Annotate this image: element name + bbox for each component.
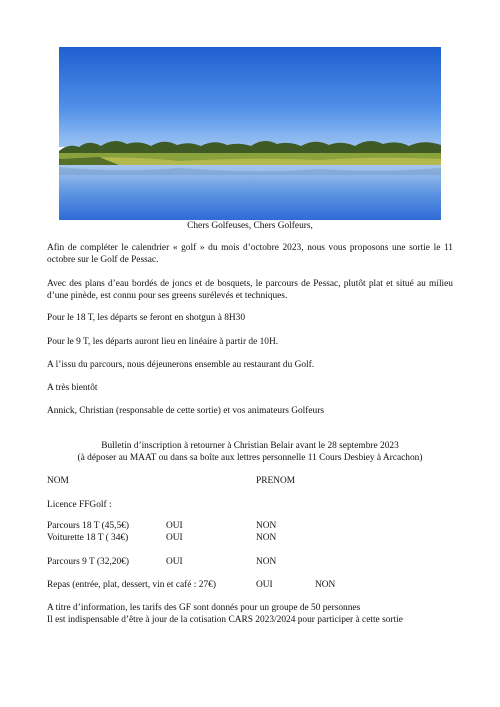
paragraph-18t: Pour le 18 T, les départs se feront en shotgun à 8H30 <box>47 313 246 323</box>
form-row-oui: OUI <box>166 533 183 543</box>
form-prenom-label: PRENOM <box>256 476 296 486</box>
footer-cotisation: Il est indispensable d’être à jour de la cotisation CARS 2023/2024 pour participer à cette sortie <box>47 615 403 625</box>
form-nom-label: NOM <box>47 476 69 486</box>
paragraph-bientot: A très bientôt <box>47 383 98 393</box>
paragraph-course: Avec des plans d’eau bordés de joncs et de bosquets, le parcours de Pessac, plutôt plat et situé au milieu d’une pinède, est connu pour ses greens surélevés et techniques. <box>47 279 453 301</box>
paragraph-9t: Pour le 9 T, les départs auront lieu en linéaire à partir de 10H. <box>47 337 279 347</box>
greeting: Chers Golfeuses, Chers Golfeurs, <box>187 221 313 231</box>
form-row-label: Parcours 18 T (45,5€) <box>47 521 129 531</box>
form-row-label: Parcours 9 T (32,20€) <box>47 557 129 567</box>
form-row-label: Repas (entrée, plat, dessert, vin et café : 27€) <box>47 580 216 590</box>
form-licence-label: Licence FFGolf : <box>47 500 112 510</box>
form-row-non: NON <box>256 521 277 531</box>
form-row-oui: OUI <box>256 580 273 590</box>
bulletin-line-2: (à déposer au MAAT ou dans sa boîte aux lettres personnelle 11 Cours Desbiey à Arcachon) <box>77 453 423 463</box>
form-row-non: NON <box>256 533 277 543</box>
form-row-oui: OUI <box>166 557 183 567</box>
paragraph-lunch: A l’issu du parcours, nous déjeunerons ensemble au restaurant du Golf. <box>47 360 315 370</box>
paragraph-intro: Afin de compléter le calendrier « golf » du mois d’octobre 2023, nous vous proposons une sortie le 11 octobre sur le Golf de Pessac. <box>47 243 453 265</box>
bulletin-line-1: Bulletin d’inscription à retourner à Christian Belair avant le 28 septembre 2023 <box>101 441 399 451</box>
paragraph-signature: Annick, Christian (responsable de cette sortie) et vos animateurs Golfeurs <box>47 406 325 416</box>
golf-course-photo <box>59 47 441 220</box>
form-row-non: NON <box>315 580 336 590</box>
form-row-label: Voiturette 18 T ( 34€) <box>47 533 129 543</box>
footer-info: A titre d’information, les tarifs des GF sont donnés pour un groupe de 50 personnes <box>47 603 361 613</box>
form-row-oui: OUI <box>166 521 183 531</box>
form-row-non: NON <box>256 557 277 567</box>
